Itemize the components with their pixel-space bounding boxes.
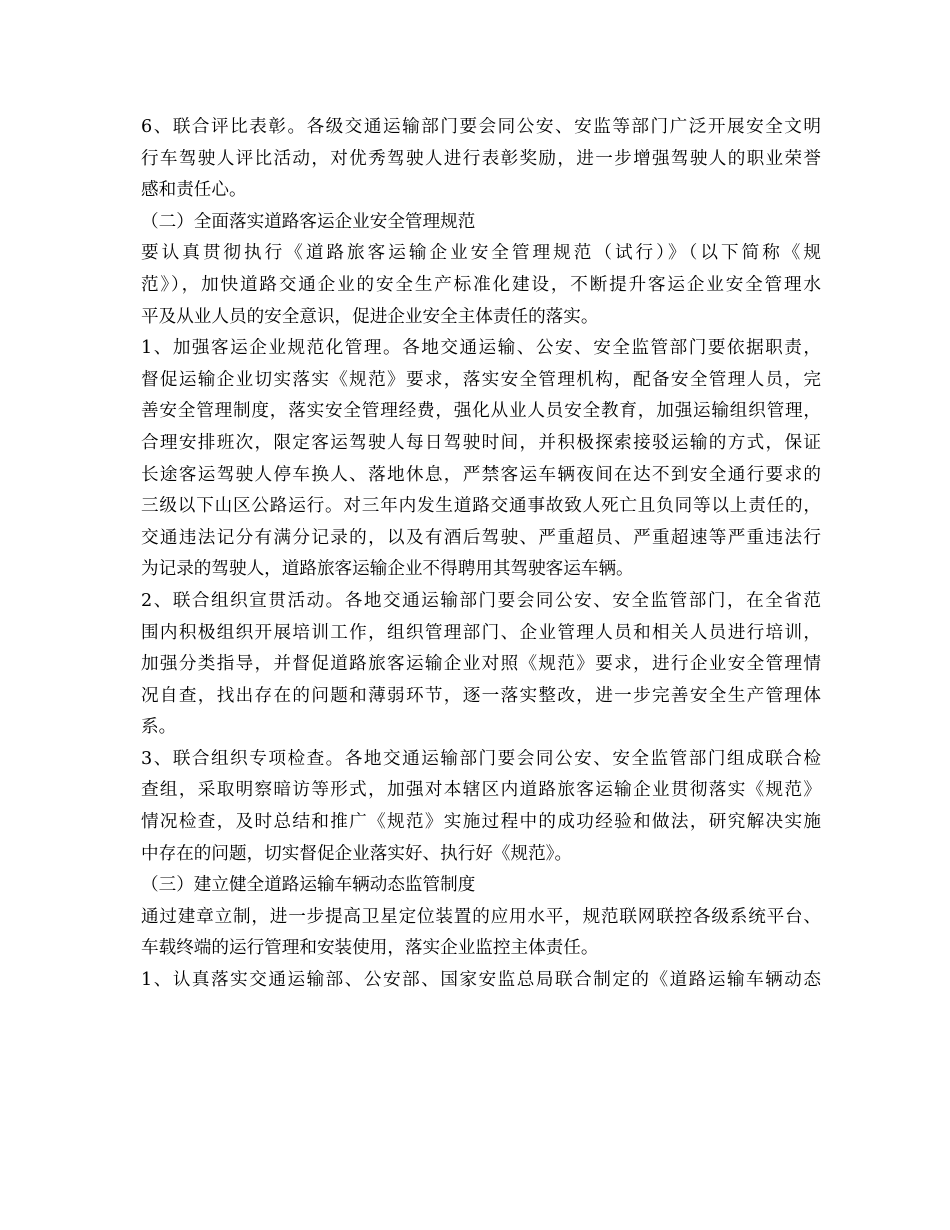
paragraph-item-1-dynamic-monitoring <box>141 965 821 997</box>
text-line: 中存在的问题，切实督促企业落实好、执行好《规范》。 <box>141 843 573 864</box>
section-heading-2 <box>141 207 821 239</box>
text-line: 感和责任心。 <box>141 180 247 201</box>
text-line: 为记录的驾驶人，道路旅客运输企业不得聘用其驾驶客运车辆。 <box>141 559 634 580</box>
text-line: 督促运输企业切实落实《规范》要求，落实安全管理机构，配备安全管理人员，完 <box>141 369 821 390</box>
text-line: 善安全管理制度，落实安全管理经费，强化从业人员安全教育，加强运输组织管理， <box>141 401 821 422</box>
text-line: 情况检查，及时总结和推广《规范》实施过程中的成功经验和做法，研究解决实施 <box>141 812 821 833</box>
section-heading-text: （三）建立健全道路运输车辆动态监管制度 <box>141 875 476 896</box>
text-line: 平及从业人员的安全意识，促进企业安全主体责任的落实。 <box>141 306 599 327</box>
text-line: 要认真贯彻执行《道路旅客运输企业安全管理规范（试行）》（以下简称《规 <box>141 243 821 264</box>
text-line: 范》），加快道路交通企业的安全生产标准化建设，不断提升客运企业安全管理水 <box>141 274 821 295</box>
text-line: 合理安排班次，限定客运驾驶人每日驾驶时间，并积极探索接驳运输的方式，保证 <box>141 432 821 453</box>
paragraph-item-3-inspection <box>141 744 821 870</box>
text-line: 1、加强客运企业规范化管理。各地交通运输、公安、安全监管部门要依据职责， <box>141 338 821 359</box>
text-line: 况自查，找出存在的问题和薄弱环节，逐一落实整改，进一步完善安全生产管理体 <box>141 685 821 706</box>
text-line: 6、联合评比表彰。各级交通运输部门要会同公安、安监等部门广泛开展安全文明 <box>141 117 821 137</box>
paragraph-item-1-management <box>141 333 821 586</box>
text-line: 三级以下山区公路运行。对三年内发生道路交通事故致人死亡且负同等以上责任的， <box>141 496 821 517</box>
paragraph-section-3-intro <box>141 902 821 965</box>
text-line: 围内积极组织开展培训工作，组织管理部门、企业管理人员和相关人员进行培训， <box>141 622 821 643</box>
text-line: 2、联合组织宣贯活动。各地交通运输部门要会同公安、安全监管部门，在全省范 <box>141 590 821 611</box>
text-line: 行车驾驶人评比活动，对优秀驾驶人进行表彰奖励，进一步增强驾驶人的职业荣誉 <box>141 148 821 169</box>
text-line: 系。 <box>141 717 177 738</box>
paragraph-item-2-training <box>141 586 821 744</box>
text-line: 3、联合组织专项检查。各地交通运输部门要会同公安、安全监管部门组成联合检 <box>141 748 821 769</box>
paragraph-item-6-commendation <box>141 112 821 207</box>
text-line: 长途客运驾驶人停车换人、落地休息，严禁客运车辆夜间在达不到安全通行要求的 <box>141 464 821 485</box>
text-line: 查组，采取明察暗访等形式，加强对本辖区内道路旅客运输企业贯彻落实《规范》 <box>141 780 821 801</box>
paragraph-section-2-intro <box>141 238 821 333</box>
text-line: 通过建章立制，进一步提高卫星定位装置的应用水平，规范联网联控各级系统平台、 <box>141 906 821 927</box>
text-line: 车载终端的运行管理和安装使用，落实企业监控主体责任。 <box>141 938 599 959</box>
section-heading-3 <box>141 870 821 902</box>
text-line: 加强分类指导，并督促道路旅客运输企业对照《规范》要求，进行企业安全管理情 <box>141 654 821 675</box>
section-heading-text: （二）全面落实道路客运企业安全管理规范 <box>141 211 476 232</box>
text-line: 交通违法记分有满分记录的，以及有酒后驾驶、严重超员、严重超速等严重违法行 <box>141 527 821 548</box>
text-line: 1、认真落实交通运输部、公安部、国家安监总局联合制定的《道路运输车辆动态 <box>141 970 821 991</box>
document-body <box>141 112 821 997</box>
